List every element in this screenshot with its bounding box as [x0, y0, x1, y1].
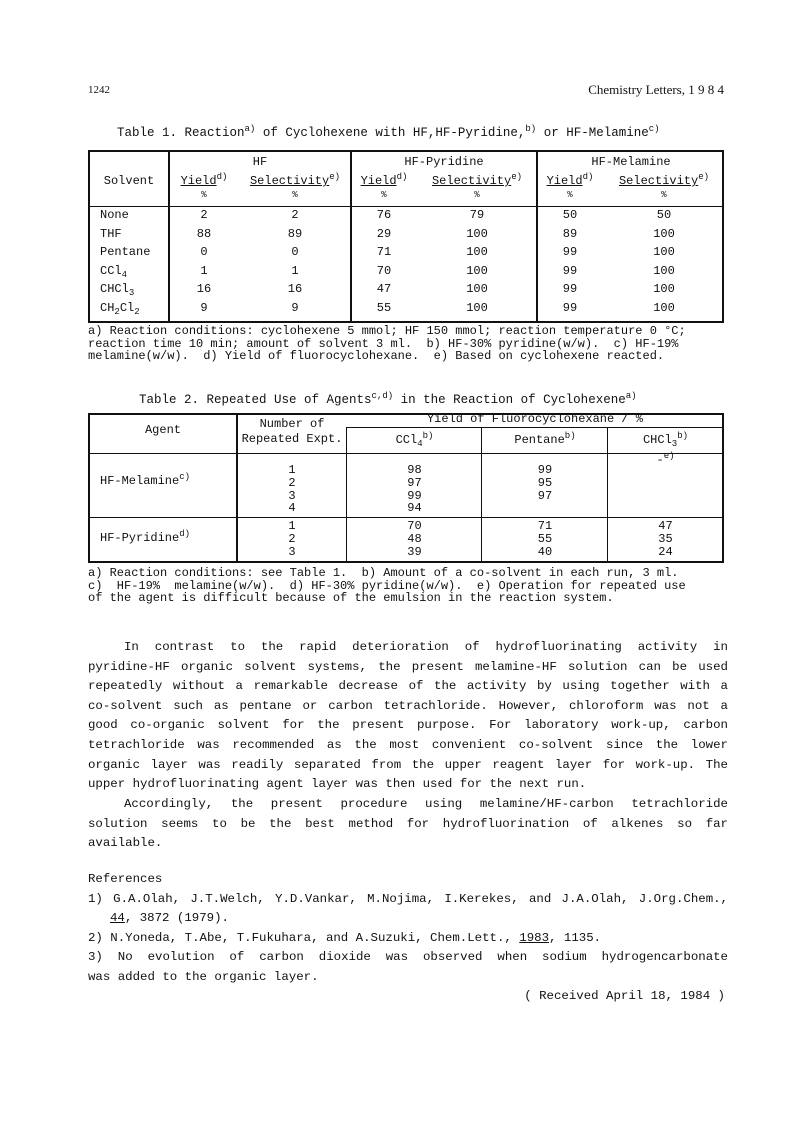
- unit-label: %: [381, 190, 387, 200]
- value-cell: 0: [291, 245, 299, 259]
- value-cell: 1: [291, 263, 299, 278]
- value-cell: 99: [562, 263, 578, 278]
- value-cell: 29: [376, 226, 392, 241]
- value-cell: 9: [291, 300, 299, 315]
- agent-header: Agent: [144, 423, 181, 437]
- col-chcl3: CHCl$_3^{b)}$: [642, 431, 689, 449]
- reference-3: 3) No evolution of carbon dioxide was observed when sodium hydrogencarbonate: [88, 950, 728, 965]
- unit-label: %: [292, 190, 298, 200]
- ccl4-value: 97: [407, 475, 422, 490]
- received-date: ( Received April 18, 1984 ): [524, 989, 725, 1003]
- runs-value: 2: [288, 531, 296, 546]
- solvent-cell: None: [100, 208, 129, 222]
- value-cell: 100: [653, 226, 675, 241]
- runs-value: 3: [288, 488, 296, 503]
- chcl3-melamine-dash: -$^{e)}$: [656, 451, 675, 467]
- yield-header-pyridine: Yield$^{d)}$: [360, 172, 408, 188]
- runs-value: 1: [288, 463, 296, 477]
- reference-1: 1) G.A.Olah, J.T.Welch, Y.D.Vankar, M.Nojima, I.Kerekes, and J.A.Olah, J.Org.Chem.,: [88, 891, 728, 906]
- selectivity-header-hf: Selectivity$^{e)}$: [249, 172, 341, 188]
- value-cell: 16: [287, 282, 303, 296]
- value-cell: 79: [469, 208, 485, 222]
- value-cell: 89: [562, 226, 578, 241]
- yield-header-melamine: Yield$^{d)}$: [546, 172, 594, 188]
- value-cell: 55: [376, 300, 392, 315]
- value-cell: 99: [562, 300, 578, 315]
- value-cell: 88: [196, 226, 212, 241]
- table2-caption: Table 2. Repeated Use of Agents$^{c,d)}$ in the Reaction of Cyclohexene$^{a)}$: [139, 391, 637, 407]
- ccl4-value: 39: [407, 544, 422, 559]
- unit-label: %: [201, 190, 207, 200]
- ccl4-value: 94: [407, 501, 422, 516]
- value-cell: 100: [653, 245, 675, 259]
- pentane-value: 55: [537, 531, 553, 546]
- col-pentane: Pentane$^{b)}$: [514, 431, 576, 447]
- solvent-header: Solvent: [103, 174, 155, 188]
- runs-value: 3: [288, 544, 296, 559]
- value-cell: 100: [466, 245, 488, 259]
- solvent-cell: CCl$_4$: [100, 263, 128, 280]
- value-cell: 76: [376, 208, 392, 222]
- runs-value: 1: [288, 519, 296, 533]
- runs-value: 4: [288, 501, 296, 516]
- pentane-value: 99: [537, 463, 553, 477]
- body-paragraph-2: Accordingly, the present procedure using melamine/HF-carbon tetrachloride solution seems to be the best method for hydrofluorination of alkenes so far available.: [88, 797, 728, 851]
- solvent-cell: $CH_2Cl_2$: [100, 300, 140, 317]
- pentane-value: 71: [537, 519, 553, 533]
- reference-2: 2) N.Yoneda, T.Abe, T.Fukuhara, and A.Suzuki, Chem.Lett., 1983, 1135.: [88, 930, 602, 945]
- value-cell: 100: [653, 263, 675, 278]
- value-cell: 47: [376, 282, 392, 296]
- table1: [88, 150, 724, 323]
- value-cell: 100: [653, 300, 675, 315]
- references: References 1) G.A.Olah, J.T.Welch, Y.D.Vankar, M.Nojima, I.Kerekes, and J.A.Olah, J.Org.Chem., 44, 3872 (1979). 2) N.Yoneda, T.Abe, T.Fukuhara, and A.Suzuki, Chem.Lett., 1983, 1135. 3) No evolution of carbon dioxide was observed when sodium hydrogencarbonate was added to the organic layer.: [88, 872, 728, 984]
- value-cell: 89: [287, 226, 303, 241]
- yield-header-hf: Yield$^{d)}$: [180, 172, 228, 188]
- value-cell: 100: [653, 282, 675, 296]
- value-cell: 2: [200, 208, 208, 222]
- pentane-value: 95: [537, 475, 553, 490]
- agent-hf-pyridine: HF-Pyridine$^{d)}$: [100, 529, 191, 545]
- value-cell: 99: [562, 282, 578, 296]
- unit-label: %: [567, 190, 573, 200]
- value-cell: 100: [466, 282, 488, 296]
- table2-footnote: a) Reaction conditions: see Table 1. b) Amount of a co-solvent in each run, 3 ml. c) HF-19% melamine(w/w). d) HF-30% pyridine(w/w). e) Operation for repeated use of the agent is difficult because of the emulsion in the reaction system.: [88, 566, 686, 605]
- value-cell: 9: [200, 300, 208, 315]
- table1-caption: Table 1. Reaction$^{a)}$ of Cyclohexene with HF,HF-Pyridine,$^{b)}$ or HF-Melamine$^{c)}$: [117, 124, 660, 140]
- value-cell: 70: [376, 263, 392, 278]
- chcl3-value: 35: [658, 531, 673, 546]
- yield-header: Yield of Fluorocyclohexane / %: [426, 412, 644, 426]
- value-cell: 100: [466, 263, 488, 278]
- solvent-cell: Pentane: [100, 245, 151, 259]
- journal-header: Chemistry Letters, 1 9 8 4: [588, 82, 724, 97]
- unit-label: %: [661, 190, 667, 200]
- value-cell: 71: [376, 245, 392, 259]
- value-cell: 50: [562, 208, 578, 222]
- value-cell: 2: [291, 208, 299, 222]
- solvent-cell: THF: [100, 226, 122, 241]
- agent-hf-melamine: HF-Melamine$^{c)}$: [100, 472, 191, 488]
- value-cell: 1: [200, 263, 208, 278]
- value-cell: 50: [656, 208, 672, 222]
- value-cell: 0: [200, 245, 208, 259]
- ccl4-value: 99: [407, 488, 422, 503]
- value-cell: 16: [196, 282, 212, 296]
- selectivity-header-melamine: Selectivity$^{e)}$: [618, 172, 710, 188]
- body-paragraph-1: In contrast to the rapid deterioration of hydrofluorinating activity in pyridine-HF organic solvent systems, the present melamine-HF solution can be used repeatedly without a remarkable decrease of the activity by using together with a co-solvent such as pentane or carbon tetrachloride. However, chloroform was not a good co-organic solvent for the present purpose. For laboratory work-up, carbon tetrachloride was recommended as the most convenient co-solvent since the lower organic layer was readily separated from the upper reagent layer for work-up. The upper hydrofluorinating agent layer was then used for the next run.: [88, 640, 728, 792]
- solvent-cell: CHCl$_3$: [100, 282, 135, 298]
- value-cell: 99: [562, 245, 578, 259]
- group-hf-melamine: HF-Melamine: [591, 155, 671, 169]
- pentane-value: 97: [537, 488, 553, 503]
- value-cell: 100: [466, 226, 488, 241]
- unit-label: %: [474, 190, 480, 200]
- group-hf-pyridine: HF-Pyridine: [404, 155, 484, 169]
- number-header-2: Repeated Expt.: [241, 432, 343, 446]
- ccl4-value: 48: [407, 531, 422, 546]
- table1-footnote: a) Reaction conditions: cyclohexene 5 mmol; HF 150 mmol; reaction temperature 0 °C; reaction time 10 min; amount of solvent 3 ml. b) HF-30% pyridine(w/w). c) HF-19% melamine(w/w). d) Yield of fluorocyclohexane. e) Based on cyclohexene reacted.: [88, 324, 686, 363]
- page-number: 1242: [88, 84, 110, 96]
- runs-value: 2: [288, 475, 296, 490]
- selectivity-header-pyridine: Selectivity$^{e)}$: [431, 172, 523, 188]
- number-header-1: Number of: [259, 417, 325, 431]
- chcl3-value: 24: [658, 544, 673, 559]
- pentane-value: 40: [537, 544, 553, 559]
- ccl4-value: 70: [407, 519, 422, 533]
- value-cell: 100: [466, 300, 488, 315]
- references-title: References: [88, 872, 163, 886]
- table2: [88, 413, 724, 563]
- chcl3-value: 47: [658, 519, 673, 533]
- ccl4-value: 98: [407, 463, 422, 477]
- col-ccl4: CCl$_4^{b)}$: [395, 431, 434, 449]
- group-hf: HF: [252, 155, 268, 169]
